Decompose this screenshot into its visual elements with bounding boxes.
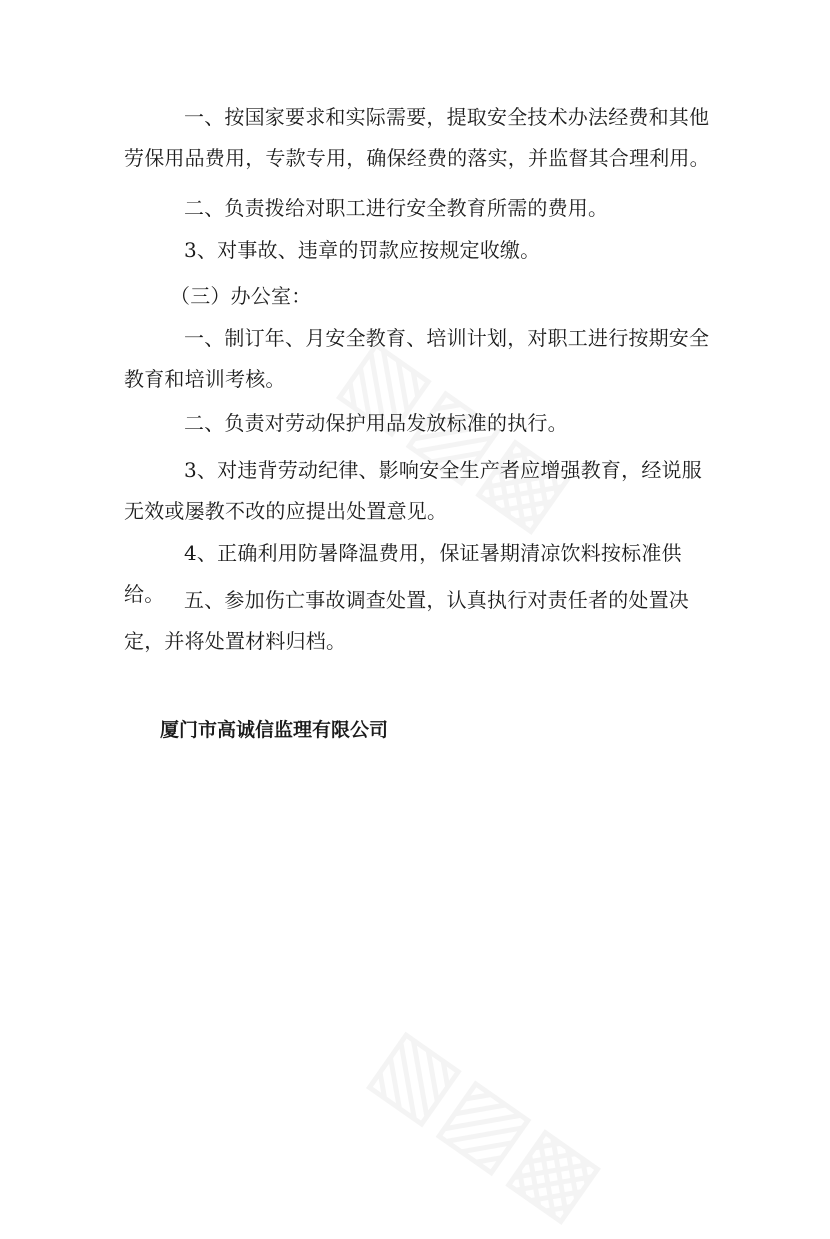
paragraph-education-fee: 二、负责拨给对职工进行安全教育所需的费用。 xyxy=(184,196,609,220)
section-heading-office: （三）办公室： xyxy=(170,284,312,308)
paragraph-accident-investigation: 五、参加伤亡事故调查处置，认真执行对责任者的处置决定，并将处置材料归档。 xyxy=(124,588,689,653)
paragraph-discipline: 3、对违背劳动纪律、影响安全生产者应增强教育，经说服无效或屡教不改的应提出处置意见。 xyxy=(124,458,702,523)
watermark xyxy=(353,1006,622,1238)
paragraph-funding: 一、按国家要求和实际需要，提取安全技术办法经费和其他劳保用品费用，专款专用，确保经费的落实，并监督其合理利用。 xyxy=(124,105,710,170)
paragraph-fines: 3、对事故、违章的罚款应按规定收缴。 xyxy=(184,238,541,262)
company-name: 厦门市高诚信监理有限公司 xyxy=(160,719,389,741)
paragraph-protective-equipment: 二、负责对劳动保护用品发放标准的执行。 xyxy=(184,411,568,435)
paragraph-training-plan: 一、制订年、月安全教育、培训计划，对职工进行按期安全教育和培训考核。 xyxy=(124,326,710,391)
paragraph-heat-prevention: 4、正确利用防暑降温费用，保证暑期清凉饮料按标准供给。 xyxy=(124,541,682,606)
